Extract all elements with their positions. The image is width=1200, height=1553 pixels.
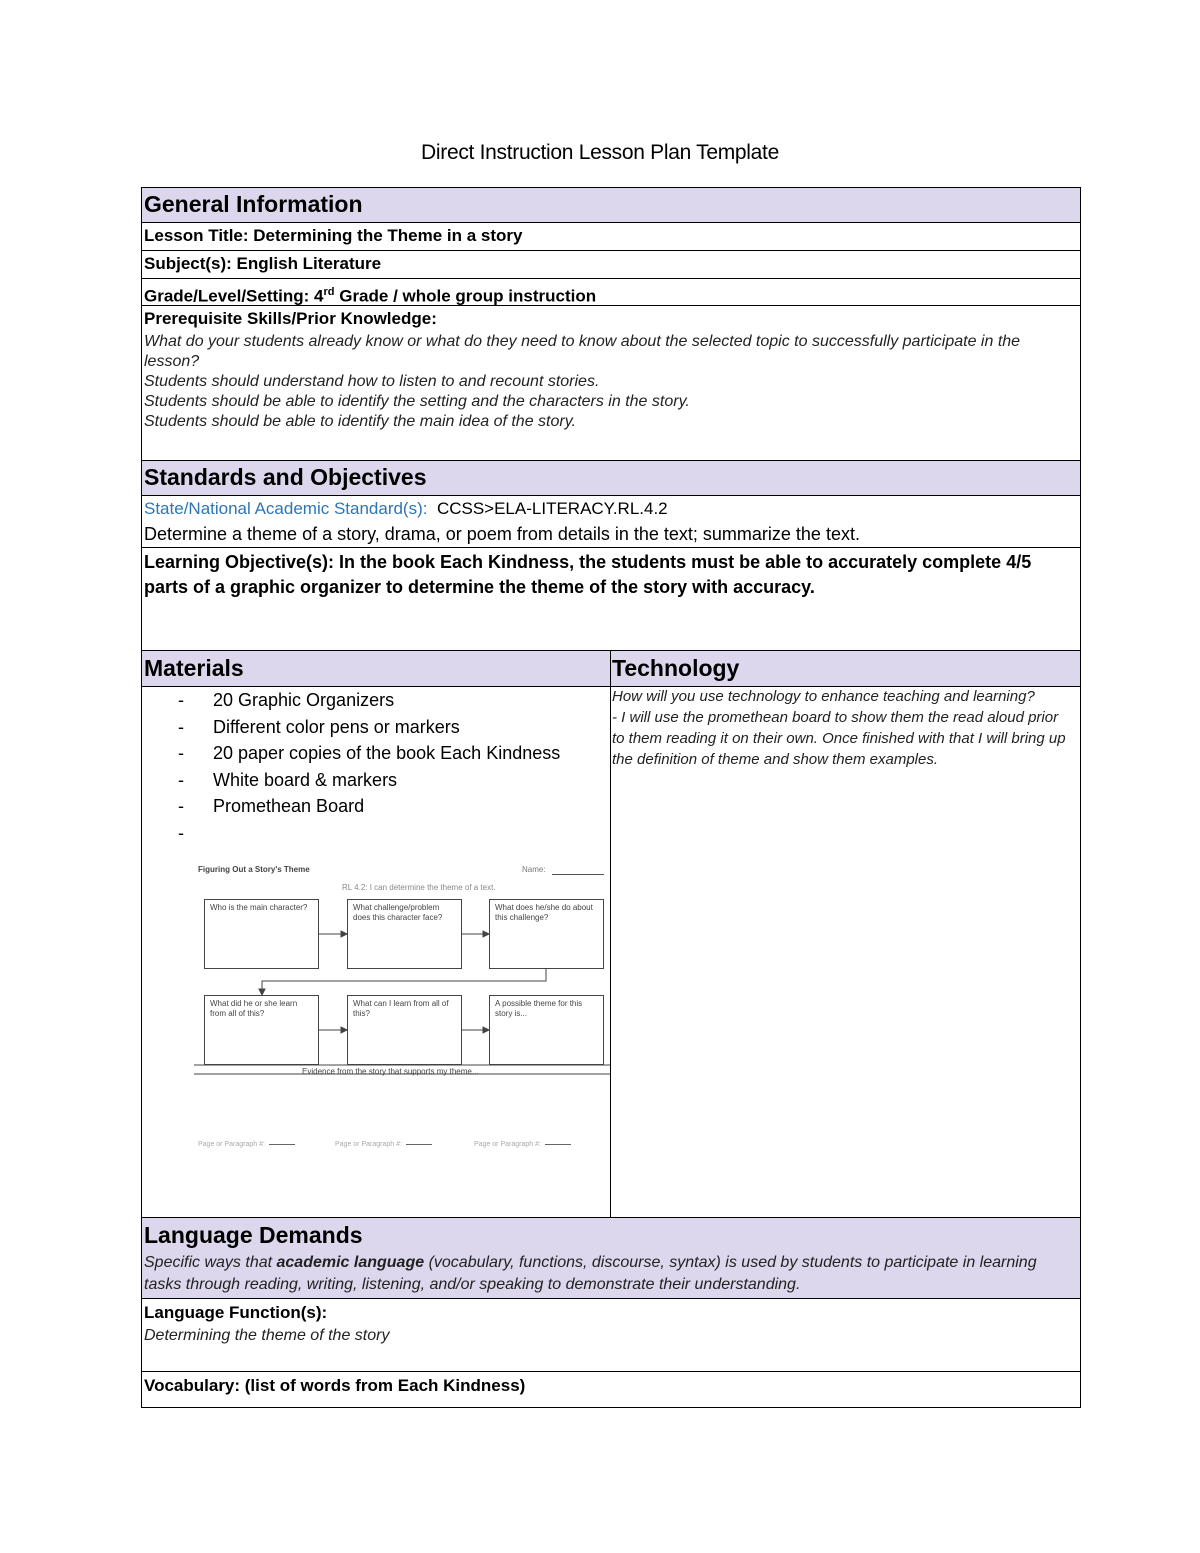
grade-suffix: Grade / whole group instruction [334,286,597,306]
technology-text [612,686,1072,770]
list-item: - White board & markers [178,769,398,790]
organizer-box: A possible theme for this story is... [489,995,604,1065]
grade-level-setting-row [142,279,1080,306]
language-functions-section [142,1299,1080,1372]
graphic-organizer-image [192,858,612,1168]
vocabulary-row: Vocabulary: (list of words from Each Kindness) [144,1376,526,1395]
language-functions-label: Language Function(s): [144,1303,328,1322]
state-standards-section [142,496,1080,548]
organizer-arrows [192,858,612,1168]
organizer-box: What can I learn from all of this? [347,995,462,1065]
organizer-subtitle: RL 4.2: I can determine the theme of a text. [342,883,496,892]
organizer-box: What does he/she do about this challenge? [489,899,604,969]
list-item: - 20 Graphic Organizers [178,690,395,710]
lesson-title-row: Lesson Title: Determining the Theme in a story [142,223,1080,251]
organizer-box: Who is the main character? [204,899,319,969]
list-item: - Different color pens or markers [178,716,460,737]
standards-objectives-header: Standards and Objectives [142,461,1080,496]
prerequisite-prompt: What do your students already know or what do they need to know about the selected topic to successfully participate in the lesson? [144,333,1021,370]
technology-description: - I will use the promethean board to show them the read aloud prior to them reading it on their own. Once finished with that I will bring up the definition of theme and show them examples. [612,709,1066,768]
organizer-name-label: Name: [522,865,546,874]
organizer-page-field: Page or Paragraph #: [474,1141,571,1148]
list-item: - Promethean Board [178,796,365,816]
state-standard-text: Determine a theme of a story, drama, or poem from details in the text; summarize the text. [144,524,860,544]
materials-header: Materials [144,655,244,681]
subjects-row: Subject(s): English Literature [142,251,1080,279]
prerequisite-skills-section [142,306,1080,461]
state-standard-code: CCSS>ELA-LITERACY.RL.4.2 [436,499,668,518]
page-title: Direct Instruction Lesson Plan Template [421,141,779,164]
lesson-plan-table [141,187,1081,1408]
organizer-box: What challenge/problem does this character face? [347,899,462,969]
technology-header: Technology [612,655,740,681]
prerequisite-line: Students should be able to identify the setting and the characters in the story. [144,393,690,410]
materials-list [142,687,610,846]
language-demands-header: Language Demands [144,1222,363,1248]
language-functions-text: Determining the theme of the story [144,1327,390,1344]
organizer-page-field: Page or Paragraph #: [198,1141,295,1148]
list-item: - 20 paper copies of the book Each Kindness [178,743,561,763]
technology-prompt: How will you use technology to enhance teaching and learning? [612,688,1035,705]
language-demands-description: Specific ways that academic language (vocabulary, functions, discourse, syntax) is used by students to participate in learning tasks through reading, writing, listening, and/or speaking to demonstrate their understanding. [144,1254,1037,1293]
organizer-evidence-label: Evidence from the story that supports my theme... [302,1067,479,1076]
prerequisite-label: Prerequisite Skills/Prior Knowledge: [144,309,437,328]
materials-technology-header-row [142,651,1080,687]
prerequisite-line: Students should understand how to listen to and recount stories. [144,373,600,390]
learning-objective-section: Learning Objective(s): In the book Each Kindness, the students must be able to accurately complete 4/5 parts of a graphic organizer to determine the theme of the story with accuracy. [142,548,1080,651]
organizer-title: Figuring Out a Story's Theme [198,865,310,874]
general-information-header: General Information [142,188,1080,223]
prerequisite-line: Students should be able to identify the main idea of the story. [144,413,576,430]
state-standard-label: State/National Academic Standard(s): [144,499,428,518]
organizer-box: What did he or she learn from all of this? [204,995,319,1065]
grade-prefix: Grade/Level/Setting: 4 [144,286,324,306]
list-item: - [178,822,184,843]
organizer-page-field: Page or Paragraph #: [335,1141,432,1148]
grade-superscript: rd [323,286,335,298]
language-demands-section [142,1217,1080,1299]
